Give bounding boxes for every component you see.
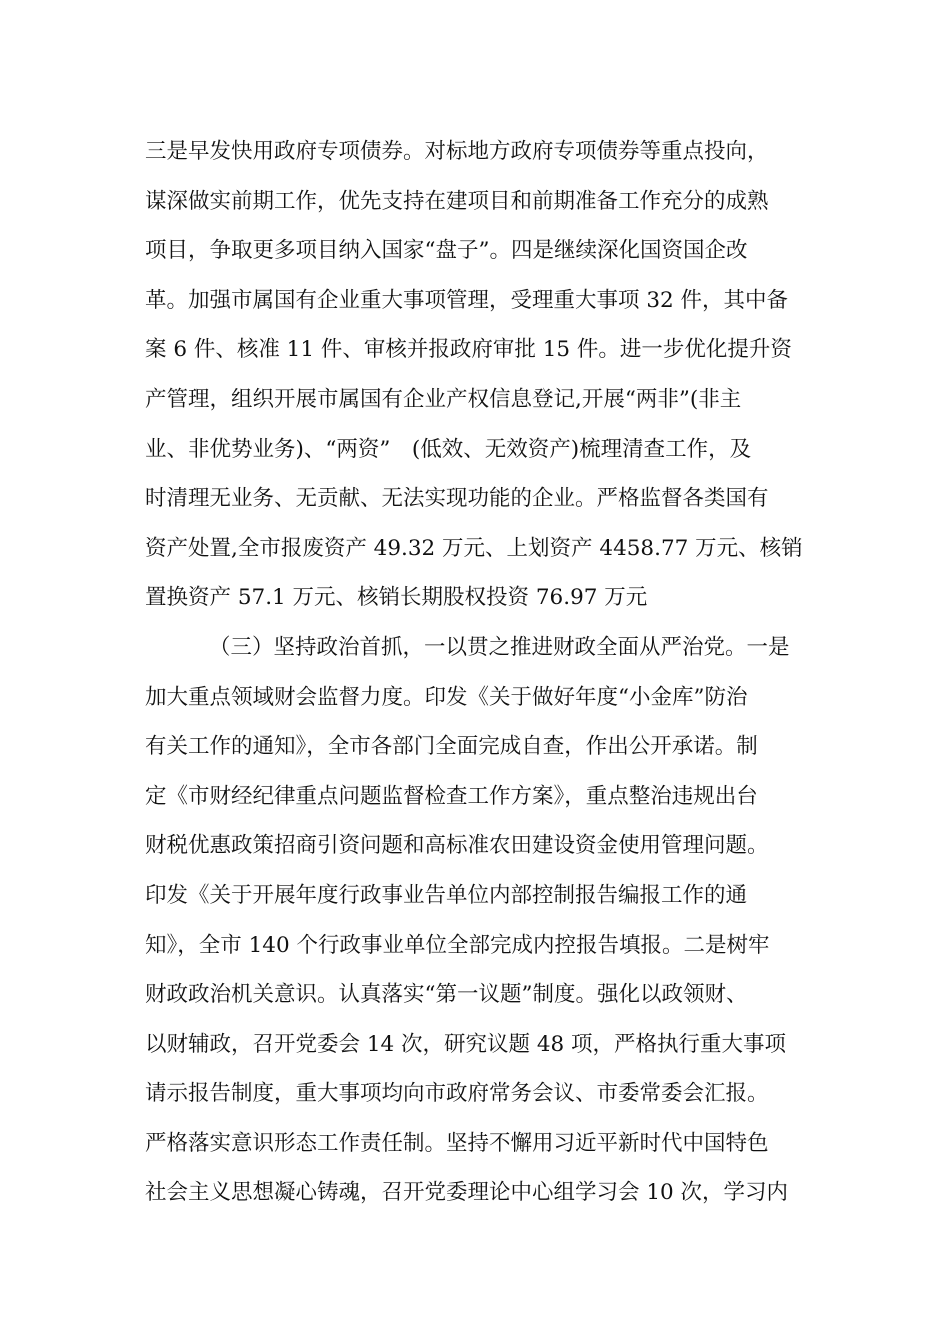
text-line: 知》，全市 140 个行政事业单位全部完成内控报告填报。二是树牢 [145, 932, 770, 958]
text-line: 严格落实意识形态工作责任制。坚持不懈用习近平新时代中国特色 [145, 1130, 769, 1156]
text-line: 案 6 件、核准 11 件、审核并报政府审批 15 件。进一步优化提升资 [145, 337, 792, 363]
text-line: 社会主义思想凝心铸魂，召开党委理论中心组学习会 10 次，学习内 [145, 1180, 789, 1206]
text-line: 置换资产 57.1 万元、核销长期股权投资 76.97 万元 [145, 585, 648, 611]
text-line: 革。加强市属国有企业重大事项管理，受理重大事项 32 件，其中备 [145, 287, 789, 313]
text-line: 以财辅政，召开党委会 14 次，研究议题 48 项，严格执行重大事项 [145, 1031, 787, 1057]
text-line: 资产处置,全市报废资产 49.32 万元、上划资产 4458.77 万元、核销 [145, 535, 803, 561]
text-line: 产管理，组织开展市属国有企业产权信息登记,开展“两非”(非主 [145, 386, 742, 412]
body-text [145, 127, 815, 1218]
section-heading-line: （三）坚持政治首抓，一以贯之推进财政全面从严治党。一是 [209, 634, 790, 660]
text-line: 印发《关于开展年度行政事业告单位内部控制报告编报工作的通 [145, 882, 748, 908]
text-line: 财政政治机关意识。认真落实“第一议题”制度。强化以政领财、 [145, 982, 748, 1008]
text-line: 项目，争取更多项目纳入国家“盘子”。四是继续深化国资国企改 [145, 238, 748, 264]
text-line: 财税优惠政策招商引资问题和高标准农田建设资金使用管理问题。 [145, 833, 769, 859]
text-line: 加大重点领域财会监督力度。印发《关于做好年度“小金库”防治 [145, 684, 748, 710]
text-line: 谋深做实前期工作，优先支持在建项目和前期准备工作充分的成熟 [145, 188, 769, 214]
text-line: 时清理无业务、无贡献、无法实现功能的企业。严格监督各类国有 [145, 486, 769, 512]
text-line: 三是早发快用政府专项债券。对标地方政府专项债券等重点投向， [145, 139, 769, 164]
text-line: 业、非优势业务)、“两资” (低效、无效资产)梳理清查工作，及 [145, 436, 752, 462]
text-line: 定《市财经纪律重点问题监督检查工作方案》，重点整治违规出台 [145, 783, 758, 809]
text-line: 有关工作的通知》，全市各部门全面完成自查，作出公开承诺。制 [145, 734, 758, 760]
text-line: 请示报告制度，重大事项均向市政府常务会议、市委常委会汇报。 [145, 1081, 769, 1107]
